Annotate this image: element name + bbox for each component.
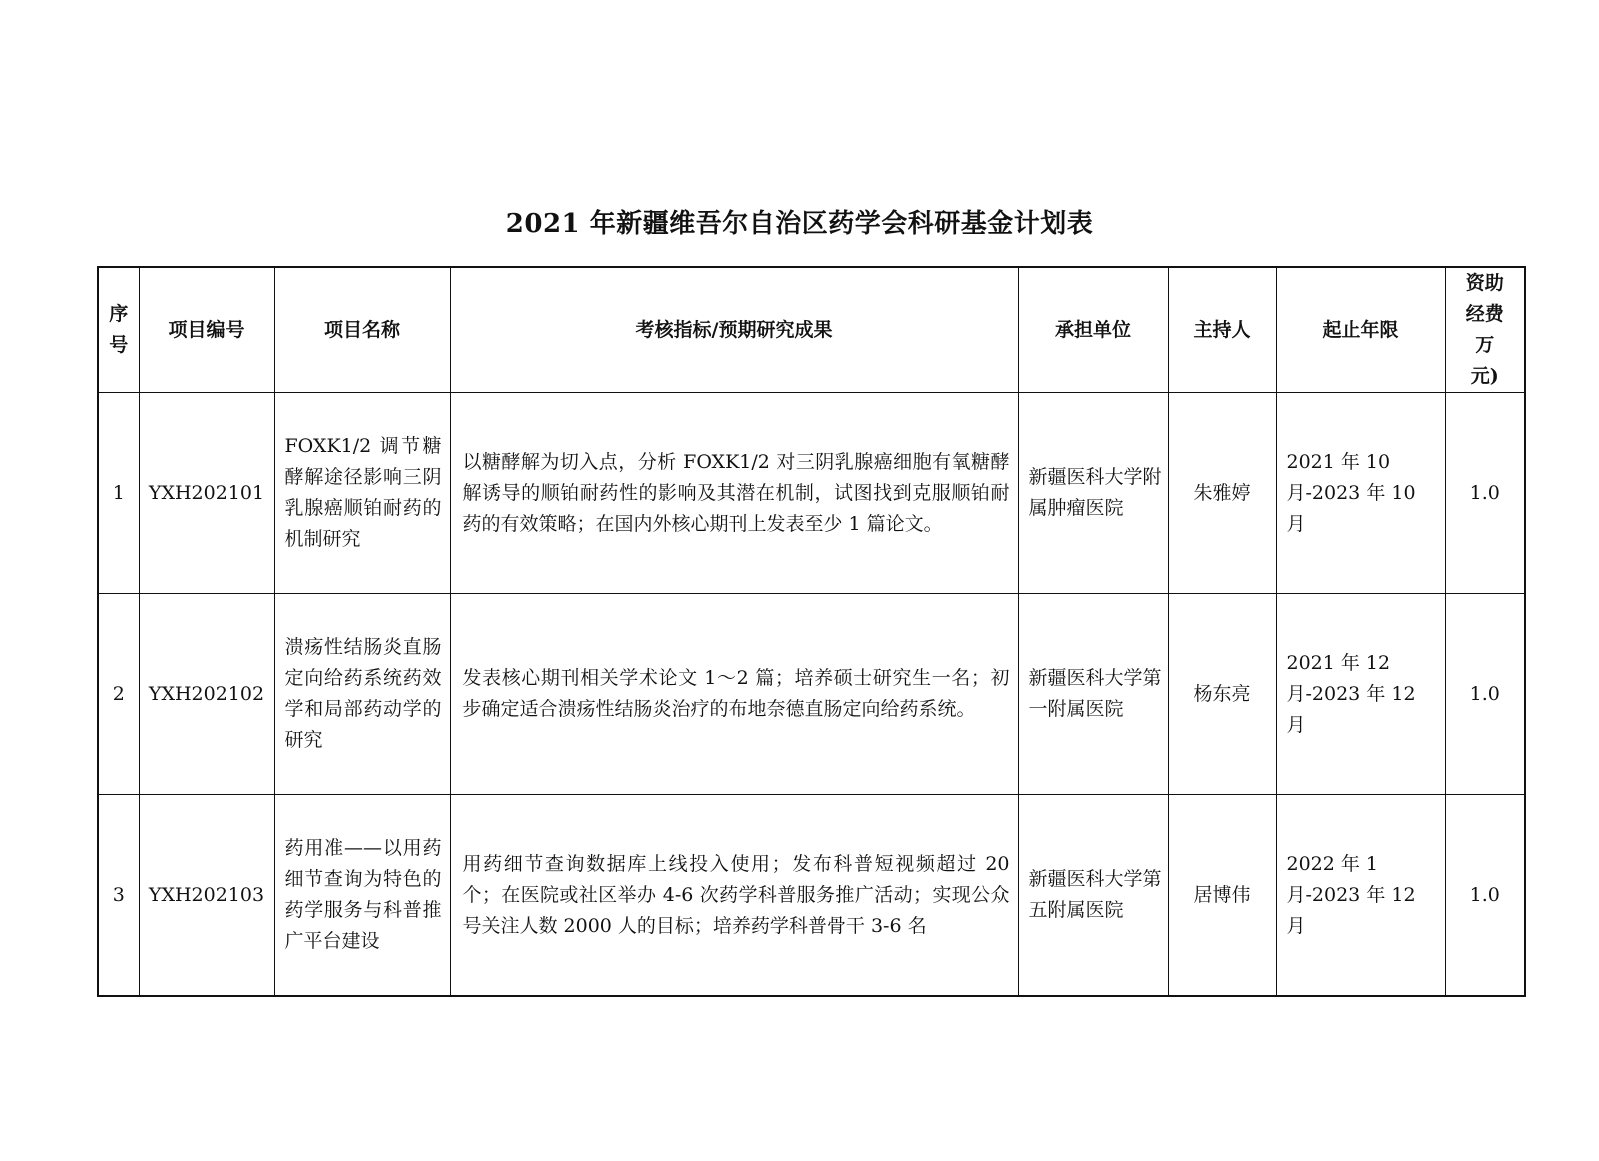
row-index: 3 [98,795,139,997]
row-leader: 杨东亮 [1168,594,1276,795]
row-code: YXH202103 [139,795,274,997]
header-goals: 考核指标/预期研究成果 [450,267,1018,393]
table-row [98,795,1525,997]
row-goals: 发表核心期刊相关学术论文 1～2 篇；培养硕士研究生一名；初步确定适合溃疡性结肠炎治疗的布地奈德直肠定向给药系统。 [450,594,1018,795]
row-period: 2021 年 10 月-2023 年 10 月 [1276,393,1445,594]
header-period: 起止年限 [1276,267,1445,393]
row-unit: 新疆医科大学第五附属医院 [1018,795,1168,997]
header-code: 项目编号 [139,267,274,393]
table-header-row [98,267,1525,393]
header-index: 序号 [98,267,139,393]
header-name: 项目名称 [274,267,450,393]
row-code: YXH202102 [139,594,274,795]
row-name: 溃疡性结肠炎直肠定向给药系统药效学和局部药动学的研究 [274,594,450,795]
row-unit: 新疆医科大学附属肿瘤医院 [1018,393,1168,594]
row-leader: 朱雅婷 [1168,393,1276,594]
row-period: 2021 年 12 月-2023 年 12 月 [1276,594,1445,795]
row-goals: 用药细节查询数据库上线投入使用；发布科普短视频超过 20 个；在医院或社区举办 4-6 次药学科普服务推广活动；实现公众号关注人数 2000 人的目标；培养药学科普骨干 3-6 名 [450,795,1018,997]
row-index: 2 [98,594,139,795]
row-funding: 1.0 [1445,594,1525,795]
table-row [98,594,1525,795]
row-name: FOXK1/2 调节糖酵解途径影响三阴乳腺癌顺铂耐药的机制研究 [274,393,450,594]
row-name: 药用准——以用药细节查询为特色的药学服务与科普推广平台建设 [274,795,450,997]
row-code: YXH202101 [139,393,274,594]
research-plan-table [97,266,1526,997]
row-unit: 新疆医科大学第一附属医院 [1018,594,1168,795]
document-title: 2021 年新疆维吾尔自治区药学会科研基金计划表 [505,209,1094,239]
header-leader: 主持人 [1168,267,1276,393]
row-index: 1 [98,393,139,594]
row-leader: 居博伟 [1168,795,1276,997]
header-funding: 资助经费万元) [1445,267,1525,393]
row-period: 2022 年 1 月-2023 年 12 月 [1276,795,1445,997]
row-funding: 1.0 [1445,795,1525,997]
table-row [98,393,1525,594]
row-goals: 以糖酵解为切入点，分析 FOXK1/2 对三阴乳腺癌细胞有氧糖酵解诱导的顺铂耐药性的影响及其潜在机制，试图找到克服顺铂耐药的有效策略；在国内外核心期刊上发表至少 1 篇论文。 [450,393,1018,594]
header-unit: 承担单位 [1018,267,1168,393]
row-funding: 1.0 [1445,393,1525,594]
